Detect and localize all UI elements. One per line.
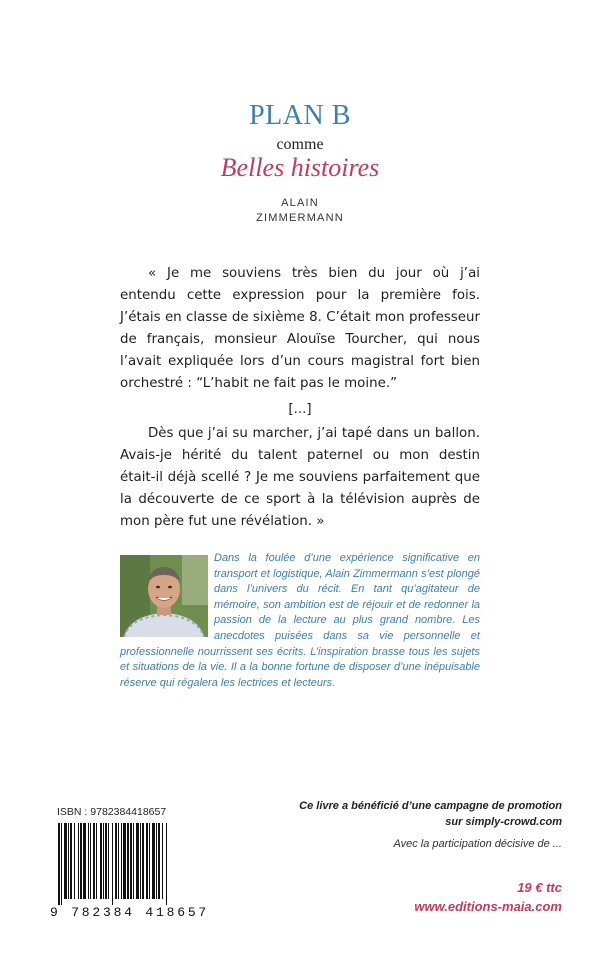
price-label: 19 € ttc — [517, 880, 562, 895]
promotion-line-1: Ce livre a bénéficié d’une campagne de promotion — [299, 800, 562, 812]
quote-paragraph-2: Dès que j’ai su marcher, j’ai tapé dans un ballon. Avais-je hérité du talent paternel ou mon destin était-il déjà scellé ? Je me souviens parfaitement que la découverte de ce sport à la télévision auprès de mon père fut une révélation. » — [120, 426, 480, 529]
back-cover-quote — [120, 263, 480, 533]
author-last-name: ZIMMERMANN — [256, 212, 344, 224]
author-first-name: ALAIN — [281, 197, 319, 209]
quote-paragraph-1: « Je me souviens très bien du jour où j’ai entendu cette expression pour la première fois. J’étais en classe de sixième 8. C’était mon professeur de français, monsieur Alouïse Tourcher, qui nous l’avait expliquée lors d’un cours magistral fort bien orchestré : “L’habit ne fait pas le moine.” — [120, 266, 480, 391]
barcode-digits: 9 782384 418657 — [50, 905, 210, 920]
isbn-label: ISBN : 9782384418657 — [57, 806, 167, 818]
book-title-plan-b: PLAN B — [249, 100, 351, 131]
author-name — [0, 196, 600, 226]
barcode-icon — [57, 823, 169, 908]
biography-text: Dans la foulée d’une expérience significative en transport et logistique, Alain Zimmermann s’est plongé dans l’univers du récit. En tant qu’agitateur de mémoire, son ambition est de réjouir et de redonner la passion de la lecture au plus grand nombre. Les anecdotes puisées dans sa vie personnelle et professionnelle nourrissent ses écrits. L’inspiration brasse tous les sujets et situations de la vie. Il a la bonne fortune de disposer d’une inépuisable réserve qui régalera les lectrices et lecteurs. — [120, 552, 480, 689]
publisher-website: www.editions-maia.com — [414, 899, 562, 914]
promotion-note — [262, 798, 562, 830]
author-biography — [120, 551, 480, 691]
book-title-belles-histoires: Belles histoires — [220, 153, 380, 182]
promotion-line-2: sur simply-crowd.com — [445, 816, 562, 828]
book-title-comme: comme — [276, 136, 324, 153]
participation-note: Avec la participation décisive de ... — [393, 838, 562, 850]
quote-ellipsis: [...] — [288, 402, 312, 417]
